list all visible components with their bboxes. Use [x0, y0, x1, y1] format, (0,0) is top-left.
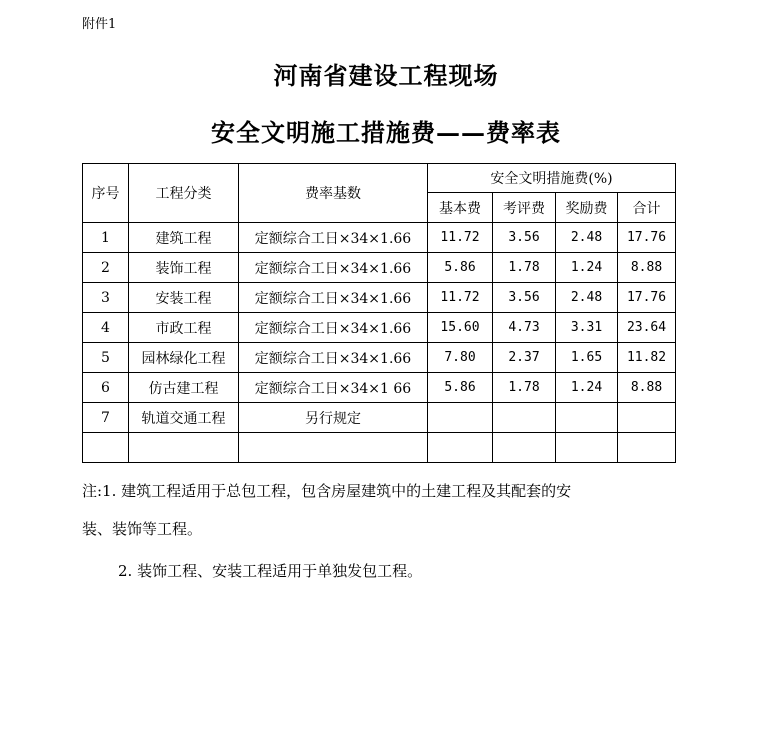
rate-table: [82, 163, 676, 463]
cell-empty: [428, 433, 493, 463]
cell-evaluation: 1.78: [493, 373, 556, 403]
table-row: [83, 373, 676, 403]
header-group: 安全文明措施费(%): [428, 164, 676, 193]
cell-total: 8.88: [618, 253, 676, 283]
cell-basis: 定额综合工日×34×1.66: [239, 343, 428, 373]
table-row-empty: [83, 433, 676, 463]
cell-basic: 5.86: [428, 373, 493, 403]
cell-empty: [493, 433, 556, 463]
cell-total: 11.82: [618, 343, 676, 373]
cell-category: 仿古建工程: [129, 373, 239, 403]
cell-category: 园林绿化工程: [129, 343, 239, 373]
cell-empty: [556, 433, 618, 463]
header-basis: 费率基数: [239, 164, 428, 223]
cell-reward: 2.48: [556, 223, 618, 253]
cell-empty: [129, 433, 239, 463]
cell-reward: 2.48: [556, 283, 618, 313]
cell-no: 7: [83, 403, 129, 433]
cell-basis: 定额综合工日×34×1.66: [239, 223, 428, 253]
cell-evaluation: [493, 403, 556, 433]
header-category: 工程分类: [129, 164, 239, 223]
cell-evaluation: 1.78: [493, 253, 556, 283]
cell-category: 装饰工程: [129, 253, 239, 283]
cell-reward: 1.24: [556, 373, 618, 403]
table-row: [83, 253, 676, 283]
note-2: 2. 装饰工程、安装工程适用于单独发包工程。: [118, 562, 423, 580]
cell-basic: 11.72: [428, 223, 493, 253]
note-1-line-2: 装、装饰等工程。: [82, 520, 203, 538]
cell-empty: [239, 433, 428, 463]
cell-basic: [428, 403, 493, 433]
cell-total: 8.88: [618, 373, 676, 403]
cell-total: 17.76: [618, 223, 676, 253]
cell-reward: [556, 403, 618, 433]
header-total: 合计: [618, 193, 676, 223]
table-row: [83, 403, 676, 433]
header-basic: 基本费: [428, 193, 493, 223]
cell-no: 3: [83, 283, 129, 313]
table-row: [83, 343, 676, 373]
cell-basis: 定额综合工日×34×1 66: [239, 373, 428, 403]
header-evaluation: 考评费: [493, 193, 556, 223]
cell-empty: [618, 433, 676, 463]
title-line-1: 河南省建设工程现场: [273, 61, 499, 90]
cell-no: 5: [83, 343, 129, 373]
cell-total: 23.64: [618, 313, 676, 343]
cell-basic: 15.60: [428, 313, 493, 343]
title-line-2: 安全文明施工措施费——费率表: [211, 118, 561, 147]
cell-basic: 7.80: [428, 343, 493, 373]
cell-empty: [83, 433, 129, 463]
table-row: [83, 313, 676, 343]
cell-no: 2: [83, 253, 129, 283]
attachment-label: 附件1: [82, 17, 117, 32]
cell-reward: 1.65: [556, 343, 618, 373]
table-row: [83, 223, 676, 253]
cell-evaluation: 2.37: [493, 343, 556, 373]
cell-reward: 3.31: [556, 313, 618, 343]
note-1-line-1: 注:1. 建筑工程适用于总包工程，包含房屋建筑中的土建工程及其配套的安: [82, 482, 572, 500]
cell-category: 市政工程: [129, 313, 239, 343]
cell-basis: 定额综合工日×34×1.66: [239, 253, 428, 283]
cell-category: 安装工程: [129, 283, 239, 313]
cell-evaluation: 4.73: [493, 313, 556, 343]
cell-total: 17.76: [618, 283, 676, 313]
table-row: [83, 283, 676, 313]
cell-basic: 5.86: [428, 253, 493, 283]
cell-reward: 1.24: [556, 253, 618, 283]
cell-no: 4: [83, 313, 129, 343]
header-no: 序号: [83, 164, 129, 223]
header-reward: 奖励费: [556, 193, 618, 223]
cell-category: 轨道交通工程: [129, 403, 239, 433]
cell-no: 6: [83, 373, 129, 403]
cell-category: 建筑工程: [129, 223, 239, 253]
cell-basis: 定额综合工日×34×1.66: [239, 313, 428, 343]
cell-total: [618, 403, 676, 433]
cell-basic: 11.72: [428, 283, 493, 313]
cell-evaluation: 3.56: [493, 283, 556, 313]
cell-evaluation: 3.56: [493, 223, 556, 253]
cell-basis: 定额综合工日×34×1.66: [239, 283, 428, 313]
cell-no: 1: [83, 223, 129, 253]
cell-basis: 另行规定: [239, 403, 428, 433]
